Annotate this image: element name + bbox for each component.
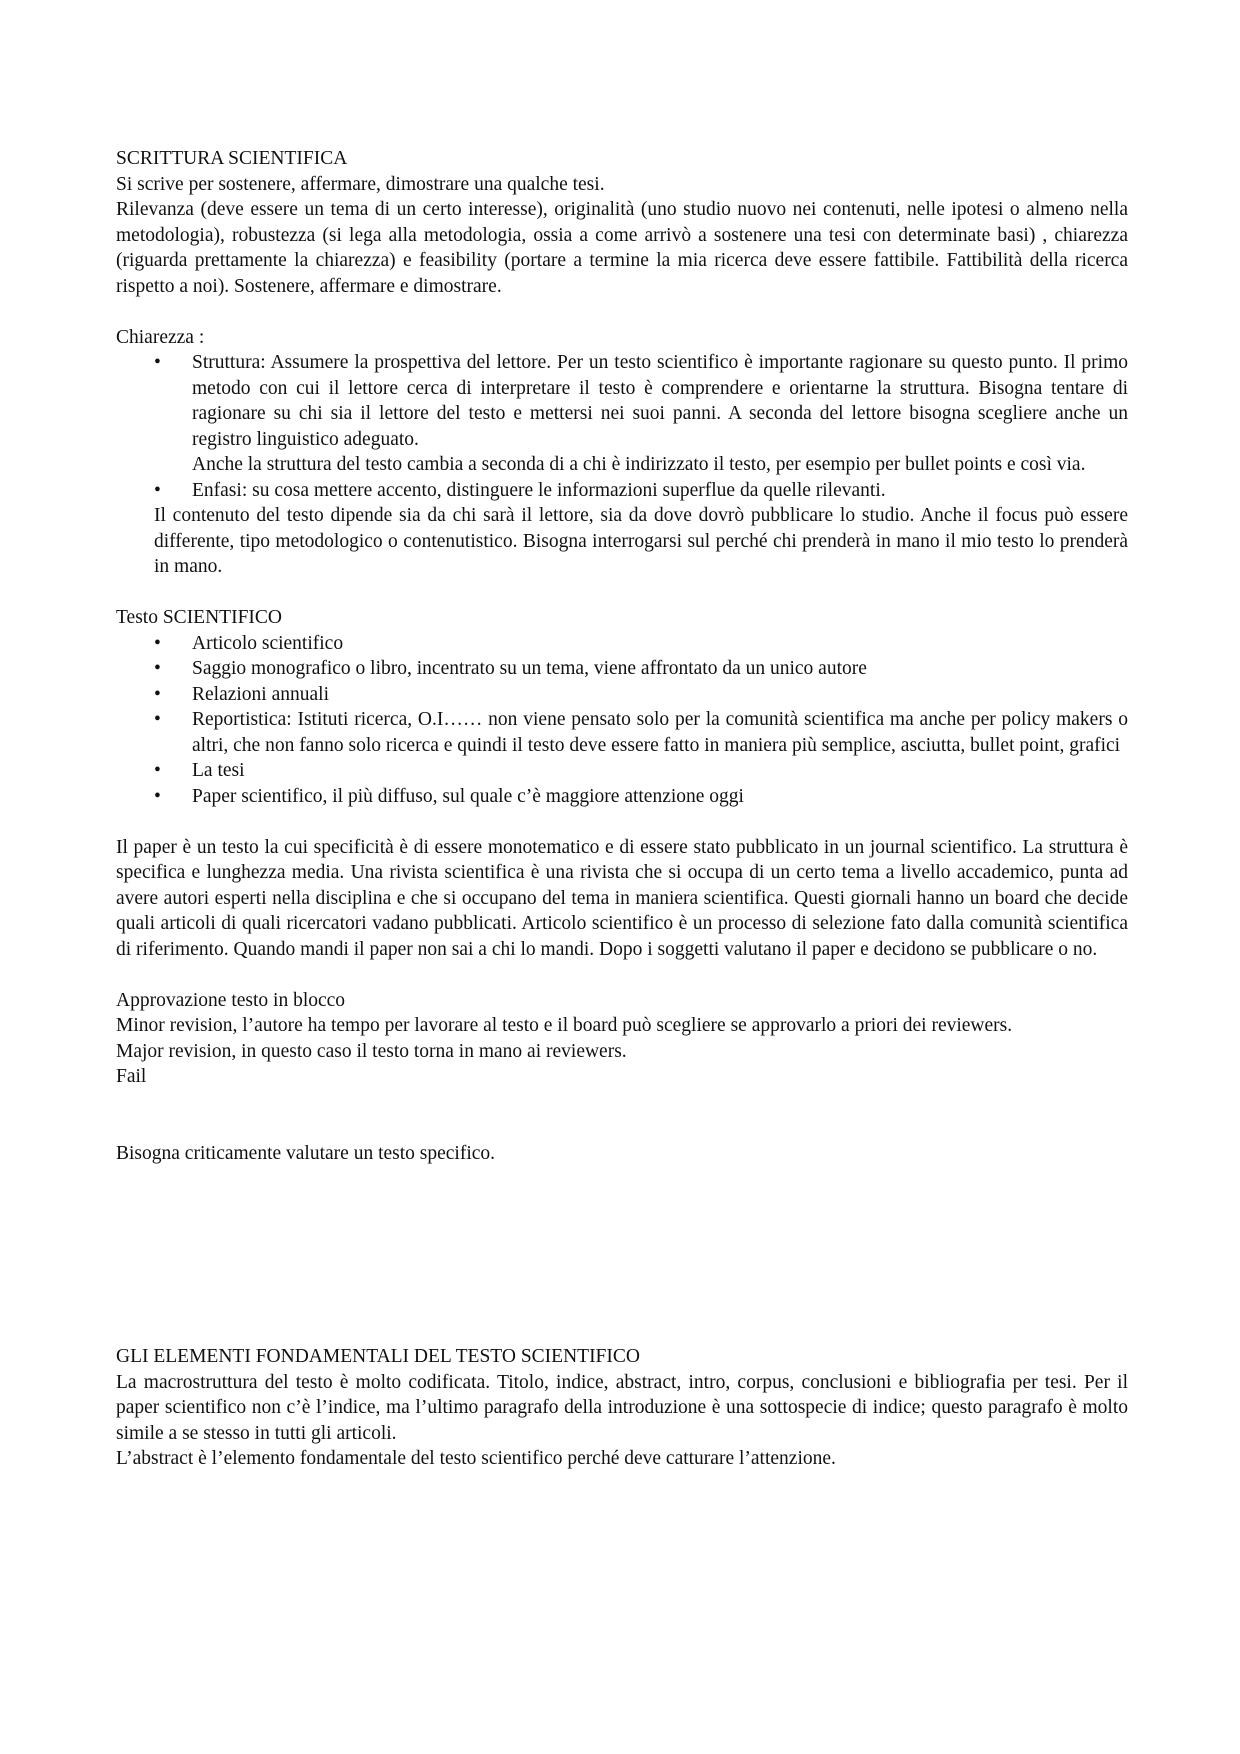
minor-revision-line: Minor revision, l’autore ha tempo per lavorare al testo e il board può scegliere se approvarlo a priori dei reviewers. bbox=[116, 1015, 1013, 1036]
spacer bbox=[116, 1115, 1128, 1141]
list-item-text: Paper scientifico, il più diffuso, sul quale c’è maggiore attenzione oggi bbox=[192, 785, 744, 807]
list-item bbox=[116, 682, 1128, 708]
list-item-continuation: Anche la struttura del testo cambia a seconda di a chi è indirizzato il testo, per esempio per bullet points e così via. bbox=[192, 454, 1086, 475]
testo-list bbox=[116, 631, 1128, 810]
abstract-paragraph: L’abstract è l’elemento fondamentale del testo scientifico perché deve catturare l’attenzione. bbox=[116, 1448, 836, 1469]
list-item-text: Articolo scientifico bbox=[192, 632, 344, 654]
spacer bbox=[116, 809, 1128, 835]
section-title-scrittura: SCRITTURA SCIENTIFICA bbox=[116, 148, 348, 169]
bullet-icon: • bbox=[154, 709, 161, 730]
testo-heading: Testo SCIENTIFICO bbox=[116, 607, 283, 628]
spacer bbox=[116, 580, 1128, 606]
fail-line: Fail bbox=[116, 1066, 147, 1087]
bullet-icon: • bbox=[154, 352, 161, 373]
section-title-elementi: GLI ELEMENTI FONDAMENTALI DEL TESTO SCIENTIFICO bbox=[116, 1346, 640, 1367]
bullet-icon: • bbox=[154, 683, 161, 705]
list-item bbox=[116, 350, 1128, 478]
bullet-icon: • bbox=[154, 658, 161, 679]
bullet-icon: • bbox=[154, 479, 161, 501]
critica-line: Bisogna criticamente valutare un testo specifico. bbox=[116, 1142, 496, 1164]
list-item-text: Struttura: Assumere la prospettiva del lettore. Per un testo scientifico è importante ragionare su questo punto. Il primo metodo con cui il lettore cerca di interpretare il testo è comprendere e orientarne la struttura. Bisogna tentare di ragionare su chi sia il lettore del testo e mettersi nei suoi panni. A seconda del lettore bisogna scegliere anche un registro linguistico adeguato. bbox=[192, 352, 1128, 450]
spacer bbox=[116, 1090, 1128, 1116]
list-item-text: Reportistica: Istituti ricerca, O.I…… non viene pensato solo per la comunità scientifica ma anche per policy makers o altri, che non fanno solo ricerca e quindi il testo deve essere fatto in maniera più semplice, asciutta, bullet point, grafici bbox=[192, 709, 1128, 756]
chiarezza-list bbox=[116, 350, 1128, 503]
spacer bbox=[116, 962, 1128, 988]
major-revision-line: Major revision, in questo caso il testo torna in mano ai reviewers. bbox=[116, 1040, 627, 1062]
list-item bbox=[116, 707, 1128, 758]
chiarezza-heading: Chiarezza : bbox=[116, 326, 205, 348]
intro-paragraph: Rilevanza (deve essere un tema di un certo interesse), originalità (uno studio nuovo nei contenuti, nelle ipotesi o almeno nella metodologia), robustezza (si lega alla metodologia, ossia a come arrivò a sostenere una tesi con determinate basi) , chiarezza (riguarda prettamente la chiarezza) e feasibility (portare a termine la mia ricerca deve essere fattibile. Fattibilità della ricerca rispetto a noi). Sostenere, affermare e dimostrare. bbox=[116, 199, 1128, 297]
chiarezza-after-paragraph: Il contenuto del testo dipende sia da chi sarà il lettore, sia da dove dovrò pubblicare lo studio. Anche il focus può essere differente, tipo metodologico o contenutistico. Bisogna interrogarsi sul perché chi prenderà in mano il mio testo lo prenderà in mano. bbox=[154, 505, 1128, 577]
intro-line: Si scrive per sostenere, affermare, dimostrare una qualche tesi. bbox=[116, 173, 605, 195]
spacer bbox=[116, 1166, 1128, 1344]
list-item-text: Saggio monografico o libro, incentrato su un tema, viene affrontato da un unico autore bbox=[192, 658, 867, 679]
list-item bbox=[116, 656, 1128, 682]
list-item bbox=[116, 478, 1128, 504]
list-item bbox=[116, 631, 1128, 657]
bullet-icon: • bbox=[154, 760, 161, 781]
bullet-icon: • bbox=[154, 632, 161, 654]
document-page bbox=[116, 146, 1128, 1472]
approvazione-line: Approvazione testo in blocco bbox=[116, 989, 346, 1011]
list-item bbox=[116, 758, 1128, 784]
spacer bbox=[116, 299, 1128, 325]
paper-paragraph: Il paper è un testo la cui specificità è di essere monotematico e di essere stato pubblicato in un journal scientifico. La struttura è specifica e lunghezza media. Una rivista scientifica è una rivista che si occupa di un certo tema a livello accademico, punta ad avere autori esperti nella disciplina e che si occupano del tema in maniera scientifica. Questi giornali hanno un board che decide quali articoli di quali ricercatori vadano pubblicati. Articolo scientifico è un processo di selezione fato dalla comunità scientifica di riferimento. Quando mandi il paper non sai a chi lo mandi. Dopo i soggetti valutano il paper e decidono se pubblicare o no. bbox=[116, 836, 1128, 960]
list-item-text: Relazioni annuali bbox=[192, 683, 329, 705]
list-item-text: La tesi bbox=[192, 760, 245, 781]
list-item bbox=[116, 784, 1128, 810]
bullet-icon: • bbox=[154, 785, 161, 807]
macrostruttura-paragraph: La macrostruttura del testo è molto codificata. Titolo, indice, abstract, intro, corpus, conclusioni e bibliografia per tesi. Per il paper scientifico non c’è l’indice, ma l’ultimo paragrafo della introduzione è una sottospecie di indice; questo paragrafo è molto simile a se stesso in tutti gli articoli. bbox=[116, 1371, 1128, 1444]
list-item-text: Enfasi: su cosa mettere accento, distinguere le informazioni superflue da quelle rilevanti. bbox=[192, 479, 886, 501]
